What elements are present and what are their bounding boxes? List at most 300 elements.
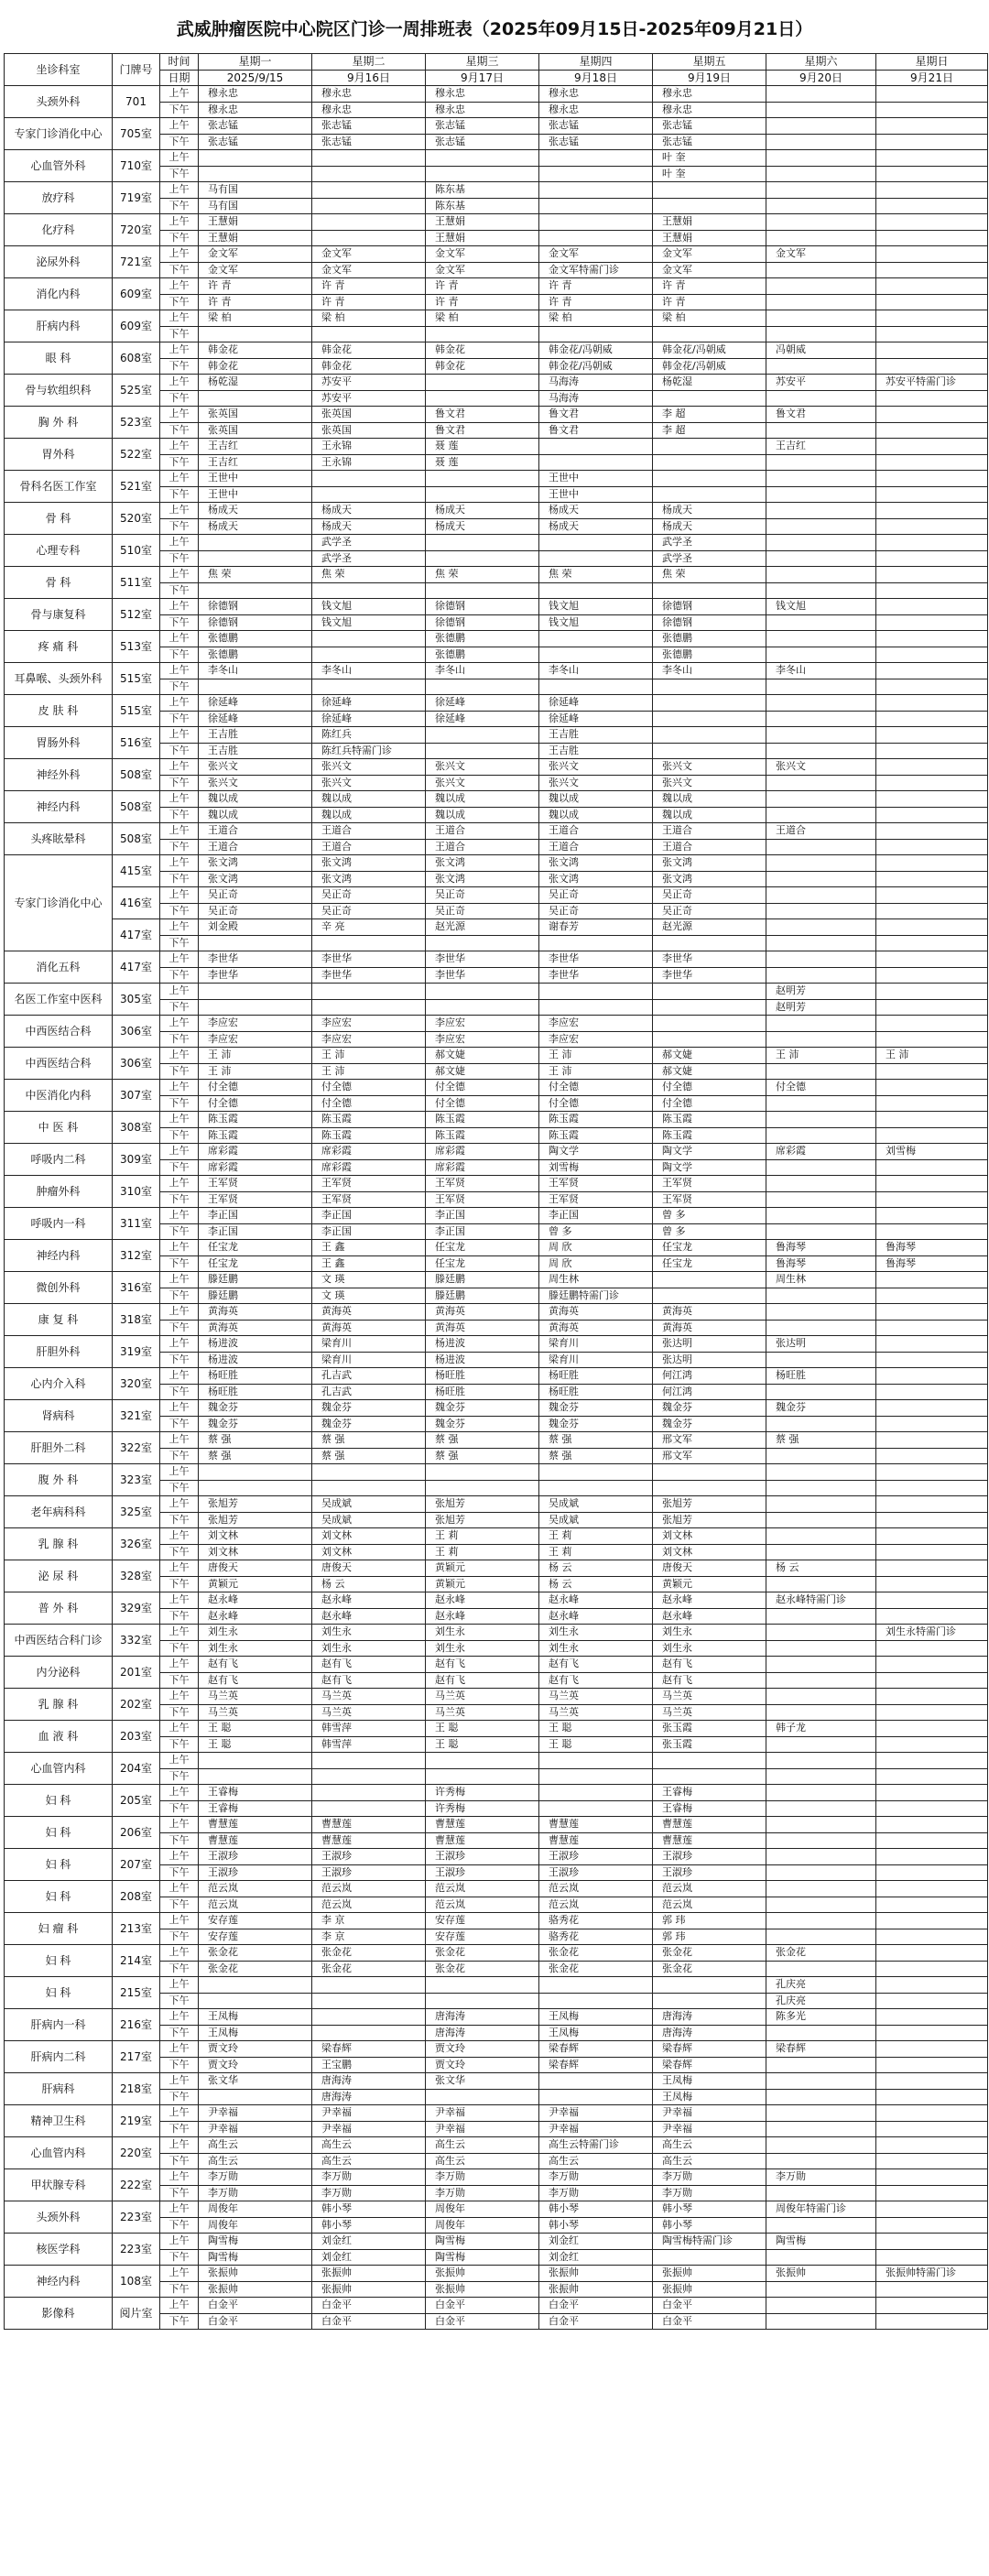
doctor-cell: 鲁文君 xyxy=(426,422,539,439)
doctor-cell xyxy=(876,1288,988,1304)
schedule-row xyxy=(5,503,988,519)
doctor-cell: 黄海英 xyxy=(199,1320,312,1336)
doctor-cell: 任宝龙 xyxy=(653,1255,766,1272)
room-number: 328室 xyxy=(113,1560,160,1592)
doctor-cell: 陶雪梅 xyxy=(766,2234,876,2250)
doctor-cell xyxy=(199,326,312,342)
doctor-cell xyxy=(876,984,988,1000)
doctor-cell: 李万勋 xyxy=(199,2185,312,2201)
doctor-cell: 许 青 xyxy=(653,294,766,310)
doctor-cell: 杨成天 xyxy=(312,503,426,519)
doctor-cell xyxy=(876,1512,988,1528)
doctor-cell xyxy=(876,134,988,150)
schedule-row xyxy=(5,1496,988,1513)
doctor-cell: 马兰英 xyxy=(426,1704,539,1721)
doctor-cell xyxy=(426,984,539,1000)
doctor-cell xyxy=(876,503,988,519)
period-afternoon: 下午 xyxy=(160,230,199,246)
room-number: 307室 xyxy=(113,1080,160,1112)
doctor-cell xyxy=(426,727,539,744)
doctor-cell: 文 瑛 xyxy=(312,1272,426,1288)
schedule-row xyxy=(5,1336,988,1353)
room-number: 213室 xyxy=(113,1913,160,1945)
doctor-cell: 金文军特需门诊 xyxy=(539,262,653,278)
doctor-cell xyxy=(766,743,876,759)
period-morning: 上午 xyxy=(160,1400,199,1417)
doctor-cell: 张志锰 xyxy=(426,118,539,135)
doctor-cell: 席彩霞 xyxy=(312,1159,426,1176)
doctor-cell: 张达明 xyxy=(766,1336,876,1353)
period-afternoon: 下午 xyxy=(160,102,199,118)
department-name: 肝胆外二科 xyxy=(5,1432,113,1464)
period-morning: 上午 xyxy=(160,1304,199,1321)
doctor-cell: 李冬山 xyxy=(539,663,653,679)
doctor-cell: 高生云 xyxy=(539,2153,653,2169)
doctor-cell xyxy=(876,2121,988,2137)
doctor-cell xyxy=(766,310,876,327)
doctor-cell: 徐延峰 xyxy=(312,711,426,727)
doctor-cell: 高生云特需门诊 xyxy=(539,2137,653,2154)
schedule-row xyxy=(5,1785,988,1801)
doctor-cell: 杨成天 xyxy=(426,503,539,519)
doctor-cell: 魏金芬 xyxy=(653,1400,766,1417)
doctor-cell: 尹幸福 xyxy=(312,2105,426,2122)
period-morning: 上午 xyxy=(160,503,199,519)
doctor-cell xyxy=(539,166,653,182)
doctor-cell xyxy=(876,1800,988,1817)
schedule-row xyxy=(5,1208,988,1224)
department-name: 微创外科 xyxy=(5,1272,113,1304)
department-name: 影像科 xyxy=(5,2298,113,2330)
doctor-cell: 白金平 xyxy=(426,2298,539,2314)
doctor-cell: 鲁文君 xyxy=(766,407,876,423)
doctor-cell xyxy=(653,454,766,471)
doctor-cell: 陈玉霞 xyxy=(199,1112,312,1128)
doctor-cell xyxy=(876,550,988,567)
department-name: 皮 肤 科 xyxy=(5,695,113,727)
doctor-cell: 尹幸福 xyxy=(199,2105,312,2122)
doctor-cell xyxy=(876,150,988,167)
doctor-cell: 杨成天 xyxy=(653,518,766,535)
doctor-cell: 韩金花/冯朝威 xyxy=(653,358,766,375)
schedule-row xyxy=(5,2073,988,2090)
department-name: 胃外科 xyxy=(5,439,113,471)
doctor-cell: 陈玉霞 xyxy=(312,1112,426,1128)
period-morning: 上午 xyxy=(160,2298,199,2314)
doctor-cell: 张志锰 xyxy=(653,134,766,150)
doctor-cell xyxy=(876,1480,988,1496)
doctor-cell: 王 鑫 xyxy=(312,1255,426,1272)
doctor-cell xyxy=(876,471,988,487)
doctor-cell: 刘生永 xyxy=(653,1640,766,1657)
doctor-cell xyxy=(876,1464,988,1481)
doctor-cell: 杨成天 xyxy=(653,503,766,519)
doctor-cell xyxy=(876,1864,988,1881)
doctor-cell xyxy=(766,214,876,231)
doctor-cell: 王慧娟 xyxy=(653,214,766,231)
doctor-cell xyxy=(766,1929,876,1945)
doctor-cell xyxy=(876,631,988,647)
doctor-cell: 韩小琴 xyxy=(312,2217,426,2234)
doctor-cell: 王道合 xyxy=(653,839,766,855)
period-morning: 上午 xyxy=(160,1977,199,1994)
doctor-cell xyxy=(653,1031,766,1048)
doctor-cell: 黄海英 xyxy=(312,1320,426,1336)
doctor-cell: 马兰英 xyxy=(312,1704,426,1721)
doctor-cell: 焦 荣 xyxy=(199,567,312,583)
doctor-cell xyxy=(876,1159,988,1176)
doctor-cell: 赵光源 xyxy=(426,919,539,936)
doctor-cell: 高生云 xyxy=(312,2153,426,2169)
doctor-cell: 孔庆亮 xyxy=(766,1977,876,1994)
doctor-cell xyxy=(876,342,988,359)
doctor-cell: 张金花 xyxy=(312,1961,426,1977)
doctor-cell: 马兰英 xyxy=(653,1689,766,1705)
doctor-cell: 张振帅 xyxy=(199,2266,312,2282)
header-date: 9月18日 xyxy=(539,70,653,86)
schedule-row xyxy=(5,342,988,359)
doctor-cell: 李世华 xyxy=(199,967,312,984)
doctor-cell: 金文军 xyxy=(653,262,766,278)
room-number: 223室 xyxy=(113,2234,160,2266)
doctor-cell: 陶文学 xyxy=(653,1144,766,1160)
doctor-cell: 赵永峰 xyxy=(539,1592,653,1609)
header-date: 9月16日 xyxy=(312,70,426,86)
doctor-cell: 谢春芳 xyxy=(539,919,653,936)
doctor-cell xyxy=(766,390,876,407)
header-date-label: 日期 xyxy=(160,70,199,86)
doctor-cell: 梁育川 xyxy=(312,1336,426,1353)
doctor-cell: 韩金花 xyxy=(312,358,426,375)
doctor-cell xyxy=(876,1785,988,1801)
doctor-cell: 张志锰 xyxy=(426,134,539,150)
doctor-cell: 吴正奇 xyxy=(653,903,766,919)
doctor-cell xyxy=(876,214,988,231)
doctor-cell: 王 莉 xyxy=(539,1528,653,1545)
doctor-cell: 武学圣 xyxy=(312,535,426,551)
doctor-cell xyxy=(539,2073,653,2090)
doctor-cell xyxy=(766,1416,876,1432)
doctor-cell xyxy=(766,791,876,808)
period-morning: 上午 xyxy=(160,2234,199,2250)
period-afternoon: 下午 xyxy=(160,967,199,984)
doctor-cell xyxy=(426,375,539,391)
schedule-row xyxy=(5,214,988,231)
page-title: 武威肿瘤医院中心院区门诊一周排班表（2025年09月15日-2025年09月21日） xyxy=(176,19,813,39)
doctor-cell xyxy=(876,999,988,1016)
doctor-cell: 高生云 xyxy=(426,2153,539,2169)
doctor-cell: 赵永峰特需门诊 xyxy=(766,1592,876,1609)
period-morning: 上午 xyxy=(160,2201,199,2218)
doctor-cell: 周生林 xyxy=(539,1272,653,1288)
period-afternoon: 下午 xyxy=(160,2121,199,2137)
doctor-cell: 王淑珍 xyxy=(312,1864,426,1881)
doctor-cell xyxy=(653,695,766,712)
doctor-cell xyxy=(539,1464,653,1481)
period-afternoon: 下午 xyxy=(160,1031,199,1048)
doctor-cell xyxy=(876,1176,988,1192)
doctor-cell: 陶雪梅 xyxy=(199,2234,312,2250)
doctor-cell: 苏安平 xyxy=(312,390,426,407)
department-name: 心血管内科 xyxy=(5,2137,113,2169)
doctor-cell: 刘生永 xyxy=(539,1625,653,1641)
doctor-cell xyxy=(766,2121,876,2137)
doctor-cell: 王军贤 xyxy=(653,1191,766,1208)
doctor-cell xyxy=(766,1832,876,1849)
doctor-cell: 许 青 xyxy=(539,278,653,295)
schedule-row xyxy=(5,86,988,103)
doctor-cell xyxy=(876,1400,988,1417)
doctor-cell xyxy=(653,1768,766,1785)
doctor-cell: 韩金花 xyxy=(426,358,539,375)
doctor-cell: 席彩霞 xyxy=(426,1144,539,1160)
doctor-cell xyxy=(539,984,653,1000)
doctor-cell: 安存莲 xyxy=(426,1913,539,1929)
period-morning: 上午 xyxy=(160,2105,199,2122)
doctor-cell: 尹幸福 xyxy=(312,2121,426,2137)
doctor-cell xyxy=(876,102,988,118)
doctor-cell xyxy=(199,390,312,407)
period-morning: 上午 xyxy=(160,246,199,263)
period-morning: 上午 xyxy=(160,1625,199,1641)
doctor-cell xyxy=(876,2025,988,2041)
schedule-row xyxy=(5,1304,988,1321)
doctor-cell: 孔吉武 xyxy=(312,1368,426,1385)
room-number: 202室 xyxy=(113,1689,160,1721)
room-number: 323室 xyxy=(113,1464,160,1496)
doctor-cell xyxy=(766,1288,876,1304)
doctor-cell: 张旭芳 xyxy=(653,1496,766,1513)
doctor-cell xyxy=(539,631,653,647)
doctor-cell: 王淑珍 xyxy=(426,1849,539,1865)
schedule-row xyxy=(5,2009,988,2026)
doctor-cell: 刘生永 xyxy=(199,1640,312,1657)
schedule-row xyxy=(5,182,988,199)
department-name: 消化五科 xyxy=(5,951,113,984)
doctor-cell: 张旭芳 xyxy=(426,1496,539,1513)
doctor-cell xyxy=(876,1095,988,1112)
header-weekday: 星期五 xyxy=(653,54,766,71)
doctor-cell: 刘金红 xyxy=(312,2249,426,2266)
room-number: 223室 xyxy=(113,2201,160,2234)
doctor-cell: 武学圣 xyxy=(653,535,766,551)
period-afternoon: 下午 xyxy=(160,679,199,695)
doctor-cell: 尹幸福 xyxy=(426,2105,539,2122)
doctor-cell: 张兴文 xyxy=(426,759,539,776)
header-weekday: 星期二 xyxy=(312,54,426,71)
doctor-cell: 孔庆亮 xyxy=(766,1993,876,2009)
doctor-cell: 韩金花/冯朝威 xyxy=(653,342,766,359)
doctor-cell xyxy=(539,1785,653,1801)
doctor-cell: 鲁海琴 xyxy=(876,1240,988,1256)
doctor-cell xyxy=(876,2057,988,2073)
doctor-cell xyxy=(766,1528,876,1545)
doctor-cell: 张振帅 xyxy=(539,2281,653,2298)
doctor-cell: 张振帅特需门诊 xyxy=(876,2266,988,2282)
doctor-cell: 王道合 xyxy=(539,839,653,855)
doctor-cell: 陈红兵 xyxy=(312,727,426,744)
doctor-cell: 王 沛 xyxy=(199,1063,312,1080)
doctor-cell: 王军贤 xyxy=(539,1176,653,1192)
doctor-cell xyxy=(876,1817,988,1833)
department-name: 神经外科 xyxy=(5,759,113,791)
doctor-cell xyxy=(539,454,653,471)
doctor-cell xyxy=(876,647,988,663)
doctor-cell xyxy=(876,1736,988,1753)
doctor-cell: 黄颖元 xyxy=(199,1576,312,1592)
period-morning: 上午 xyxy=(160,791,199,808)
doctor-cell: 张文鸿 xyxy=(539,871,653,887)
doctor-cell: 钱文旭 xyxy=(312,614,426,631)
room-number: 720室 xyxy=(113,214,160,246)
doctor-cell: 赵永峰 xyxy=(312,1592,426,1609)
doctor-cell xyxy=(766,150,876,167)
doctor-cell xyxy=(766,631,876,647)
doctor-cell xyxy=(766,775,876,791)
period-morning: 上午 xyxy=(160,567,199,583)
period-afternoon: 下午 xyxy=(160,2153,199,2169)
doctor-cell: 蔡 强 xyxy=(426,1432,539,1449)
doctor-cell: 王道合 xyxy=(426,823,539,840)
doctor-cell: 李世华 xyxy=(653,967,766,984)
doctor-cell xyxy=(876,2313,988,2330)
doctor-cell: 刘文林 xyxy=(653,1528,766,1545)
room-number: 415室 xyxy=(113,855,160,887)
room-number: 512室 xyxy=(113,599,160,631)
schedule-row xyxy=(5,599,988,615)
doctor-cell: 杨乾湿 xyxy=(199,375,312,391)
doctor-cell: 白金平 xyxy=(199,2298,312,2314)
period-morning: 上午 xyxy=(160,1785,199,1801)
doctor-cell: 金文军 xyxy=(653,246,766,263)
doctor-cell xyxy=(312,214,426,231)
doctor-cell: 徐德钢 xyxy=(653,599,766,615)
period-afternoon: 下午 xyxy=(160,711,199,727)
doctor-cell xyxy=(766,1800,876,1817)
doctor-cell xyxy=(876,2041,988,2058)
doctor-cell xyxy=(876,166,988,182)
doctor-cell xyxy=(876,967,988,984)
doctor-cell xyxy=(766,679,876,695)
doctor-cell xyxy=(876,1640,988,1657)
doctor-cell: 魏以成 xyxy=(312,791,426,808)
doctor-cell: 黄海英 xyxy=(312,1304,426,1321)
doctor-cell: 马有国 xyxy=(199,198,312,214)
doctor-cell: 陈玉霞 xyxy=(653,1112,766,1128)
doctor-cell: 梁春辉 xyxy=(539,2057,653,2073)
doctor-cell: 陈玉霞 xyxy=(199,1127,312,1144)
doctor-cell: 贾文玲 xyxy=(199,2041,312,2058)
department-name: 骨与软组织科 xyxy=(5,375,113,407)
period-morning: 上午 xyxy=(160,1176,199,1192)
doctor-cell: 马兰英 xyxy=(653,1704,766,1721)
schedule-row xyxy=(5,1368,988,1385)
doctor-cell: 徐德钢 xyxy=(426,614,539,631)
doctor-cell: 吴正奇 xyxy=(426,887,539,904)
schedule-row xyxy=(5,1528,988,1545)
doctor-cell: 付全德 xyxy=(312,1080,426,1096)
department-name: 神经内科 xyxy=(5,791,113,823)
department-name: 肝病内科 xyxy=(5,310,113,342)
doctor-cell xyxy=(876,567,988,583)
period-afternoon: 下午 xyxy=(160,1768,199,1785)
schedule-row xyxy=(5,471,988,487)
doctor-cell xyxy=(876,1608,988,1625)
doctor-cell: 李正国 xyxy=(312,1223,426,1240)
period-afternoon: 下午 xyxy=(160,1608,199,1625)
doctor-cell xyxy=(876,262,988,278)
period-afternoon: 下午 xyxy=(160,903,199,919)
period-morning: 上午 xyxy=(160,1432,199,1449)
doctor-cell: 周俊年 xyxy=(199,2217,312,2234)
doctor-cell: 刘金红 xyxy=(539,2249,653,2266)
room-number: 320室 xyxy=(113,1368,160,1400)
room-number: 417室 xyxy=(113,951,160,984)
room-number: 721室 xyxy=(113,246,160,278)
doctor-cell: 赵有飞 xyxy=(426,1672,539,1689)
doctor-cell: 赵永峰 xyxy=(653,1592,766,1609)
doctor-cell: 徐延峰 xyxy=(539,711,653,727)
doctor-cell xyxy=(876,1689,988,1705)
period-afternoon: 下午 xyxy=(160,550,199,567)
doctor-cell: 金文军 xyxy=(199,246,312,263)
department-name: 骨科名医工作室 xyxy=(5,471,113,503)
doctor-cell: 韩金花/冯朝威 xyxy=(539,342,653,359)
doctor-cell: 梁 柏 xyxy=(653,310,766,327)
department-name: 耳鼻喉、头颈外科 xyxy=(5,663,113,695)
department-name: 泌 尿 科 xyxy=(5,1560,113,1592)
doctor-cell xyxy=(876,1913,988,1929)
room-number: 306室 xyxy=(113,1048,160,1080)
doctor-cell xyxy=(539,1480,653,1496)
schedule-row xyxy=(5,1881,988,1897)
department-name: 放疗科 xyxy=(5,182,113,214)
doctor-cell xyxy=(539,647,653,663)
doctor-cell: 付全德 xyxy=(426,1095,539,1112)
schedule-row xyxy=(5,2137,988,2154)
doctor-cell: 张德鹏 xyxy=(426,631,539,647)
doctor-cell xyxy=(766,278,876,295)
doctor-cell xyxy=(312,1977,426,1994)
doctor-cell xyxy=(766,903,876,919)
doctor-cell: 徐德钢 xyxy=(199,614,312,631)
doctor-cell xyxy=(876,2105,988,2122)
doctor-cell: 白金平 xyxy=(312,2313,426,2330)
doctor-cell xyxy=(876,2298,988,2314)
header-weekday: 星期六 xyxy=(766,54,876,71)
doctor-cell: 梁春辉 xyxy=(653,2041,766,2058)
schedule-row xyxy=(5,1849,988,1865)
period-morning: 上午 xyxy=(160,1272,199,1288)
schedule-row xyxy=(5,1400,988,1417)
doctor-cell xyxy=(876,1080,988,1096)
doctor-cell: 张达明 xyxy=(653,1336,766,1353)
room-number: 306室 xyxy=(113,1016,160,1048)
doctor-cell: 李冬山 xyxy=(766,663,876,679)
doctor-cell: 张志锰 xyxy=(653,118,766,135)
doctor-cell: 杨旺胜 xyxy=(199,1384,312,1400)
doctor-cell xyxy=(876,1223,988,1240)
doctor-cell xyxy=(766,2057,876,2073)
department-name: 妇 瘤 科 xyxy=(5,1913,113,1945)
doctor-cell xyxy=(653,1288,766,1304)
doctor-cell: 周俊年 xyxy=(426,2201,539,2218)
doctor-cell xyxy=(876,791,988,808)
schedule-row xyxy=(5,1560,988,1577)
doctor-cell: 陶雪梅 xyxy=(426,2234,539,2250)
doctor-cell: 张金花 xyxy=(426,1961,539,1977)
doctor-cell xyxy=(766,935,876,951)
